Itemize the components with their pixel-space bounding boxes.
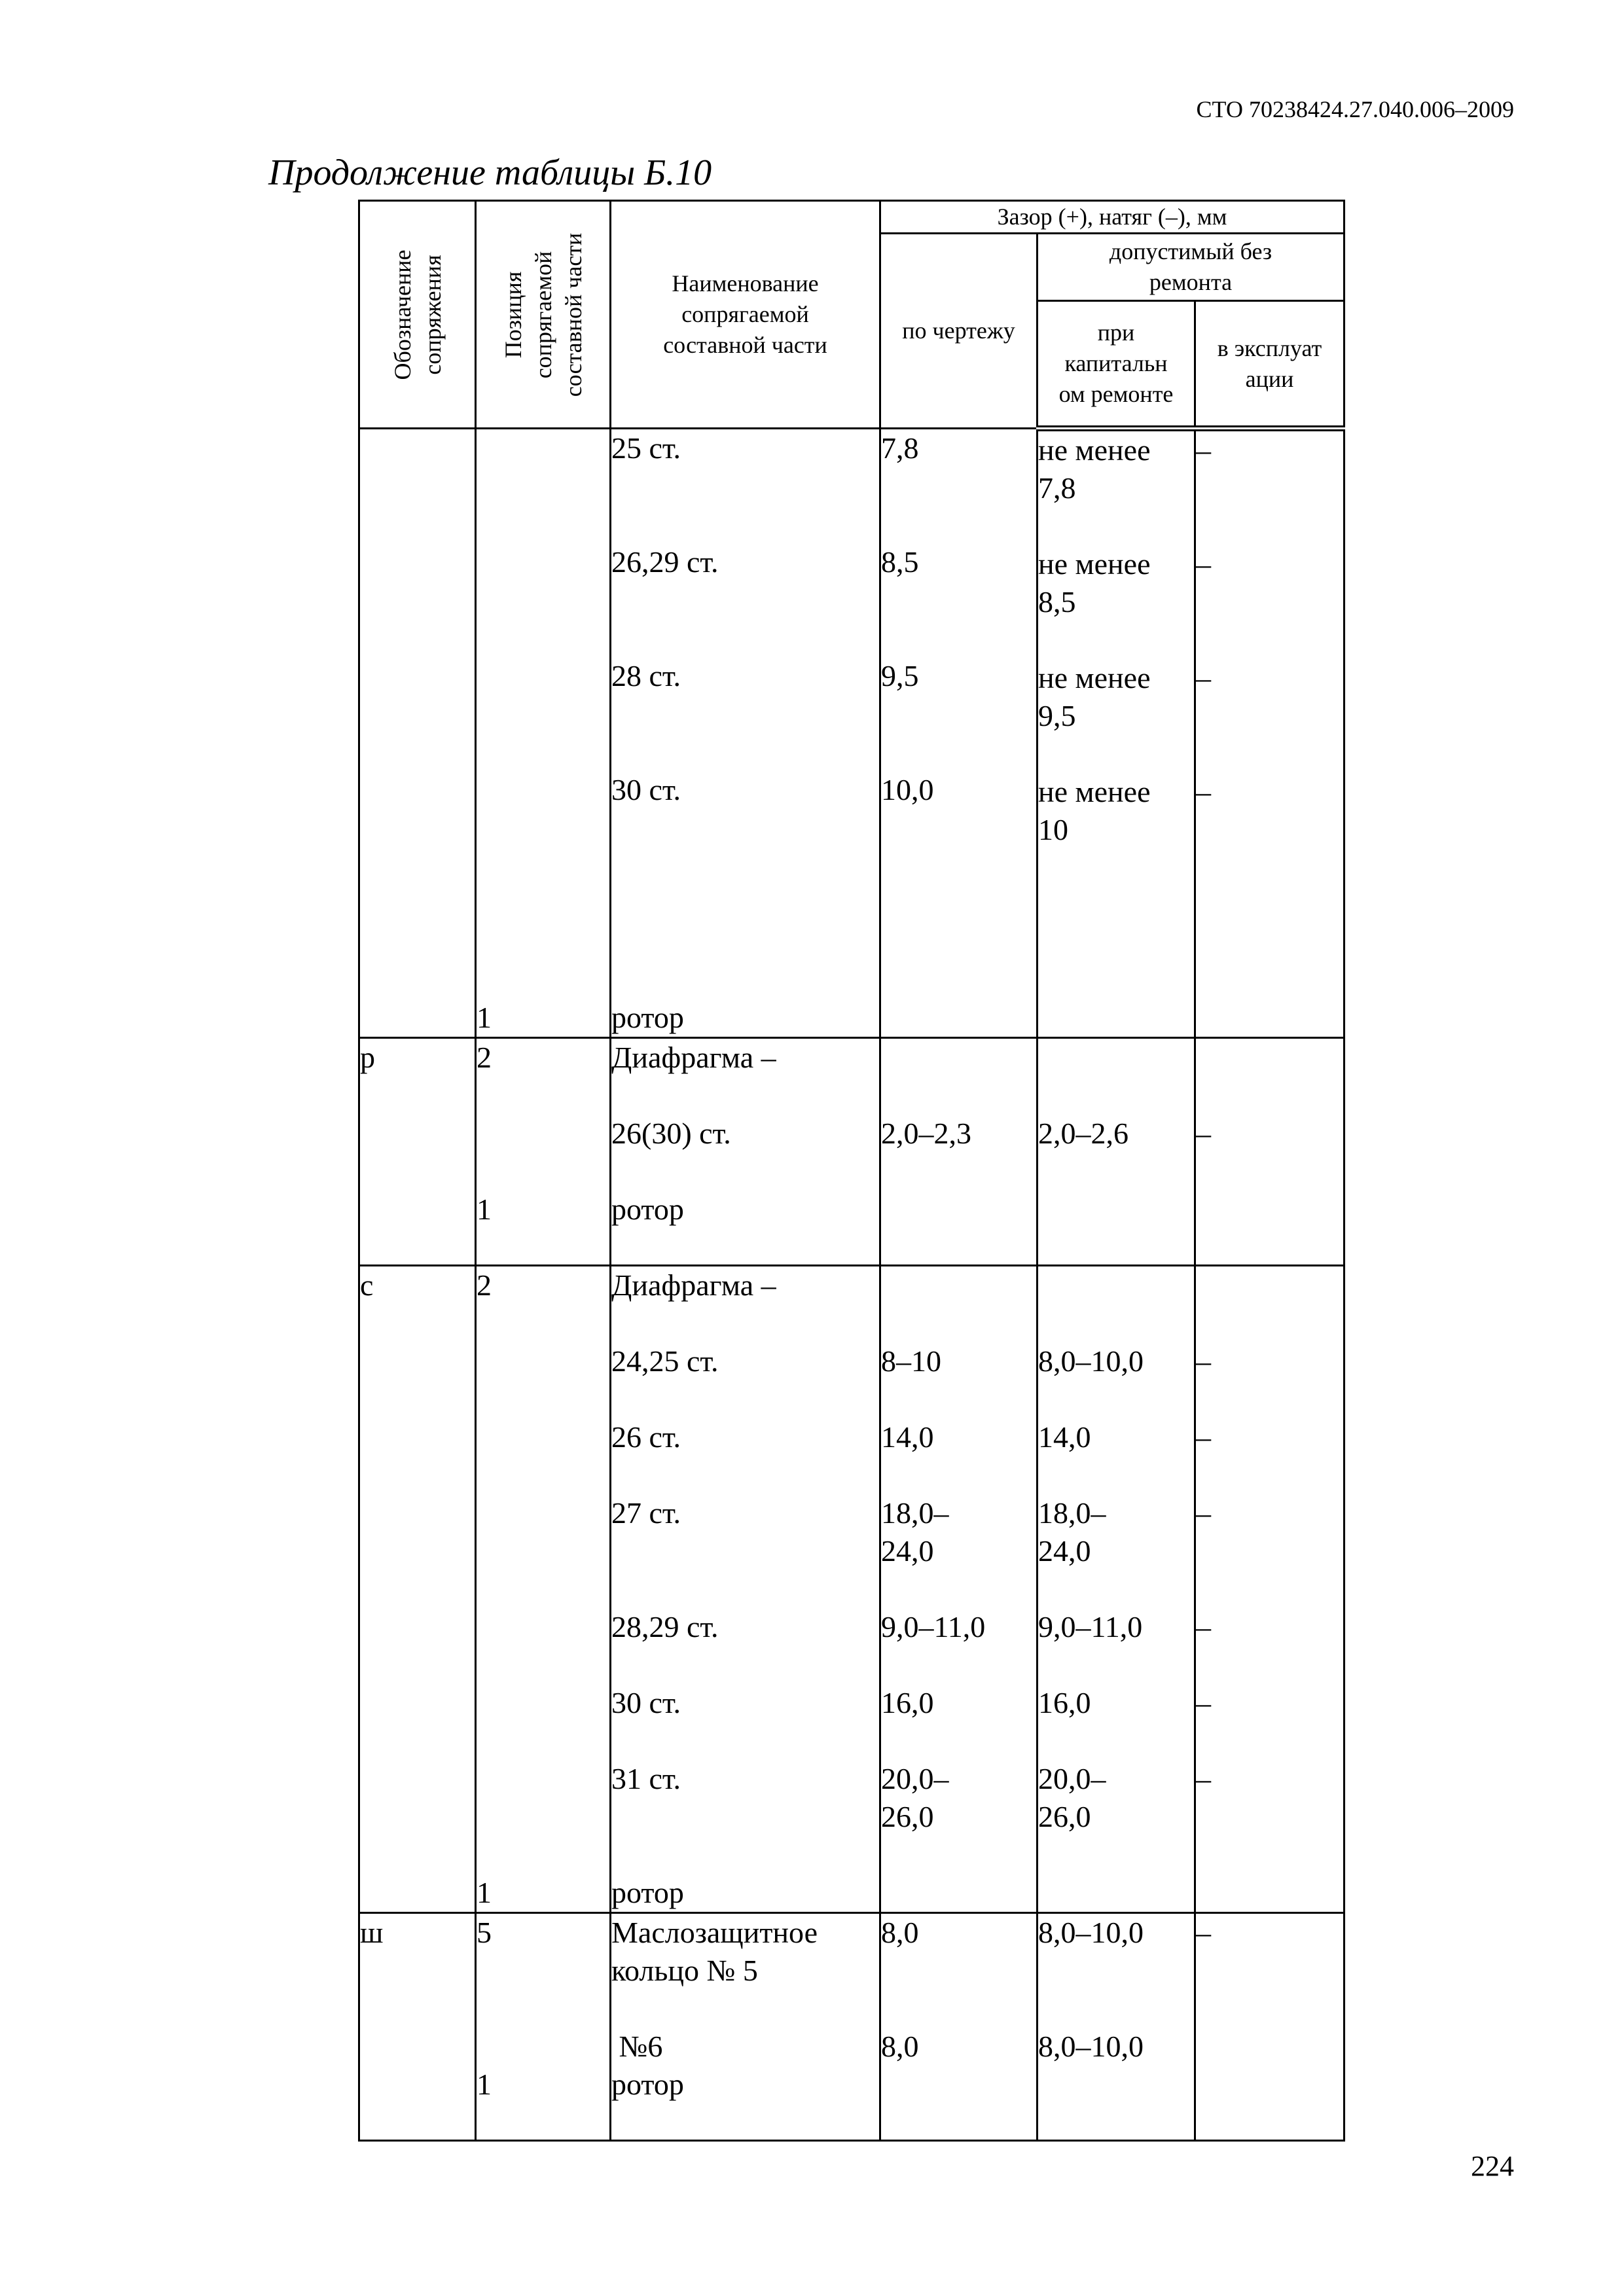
row-3-position bbox=[476, 1266, 611, 1913]
cell-line bbox=[477, 505, 609, 543]
cell-line bbox=[611, 1798, 879, 1836]
cell-line bbox=[477, 1342, 609, 1380]
row-1-drawing bbox=[880, 429, 1038, 1038]
cell-line: ш bbox=[360, 1916, 384, 1949]
cell-line bbox=[611, 695, 879, 733]
cell-line bbox=[1196, 1266, 1343, 1304]
cell-line: 7,8 bbox=[1038, 471, 1076, 505]
header-position-text: Позиция сопрягаемой составной части bbox=[499, 232, 586, 397]
cell-line: 8,0–10,0 bbox=[1038, 1916, 1144, 1949]
cell-line bbox=[477, 923, 609, 961]
cell-line: 2,0–2,3 bbox=[881, 1117, 971, 1150]
cell-line: 9,0–11,0 bbox=[1038, 1610, 1143, 1643]
header-designation bbox=[359, 201, 476, 429]
row-2-name bbox=[611, 1038, 880, 1266]
cell-line bbox=[881, 1990, 1036, 2028]
cell-line: 28 ст. bbox=[611, 659, 681, 692]
cell-line bbox=[1038, 1077, 1194, 1115]
cell-line: 8,0 bbox=[881, 1916, 919, 1949]
row-3-name bbox=[611, 1266, 880, 1913]
cell-line: 8,5 bbox=[881, 545, 919, 579]
cell-line: – bbox=[1196, 433, 1211, 467]
cell-line bbox=[611, 961, 879, 999]
cell-line bbox=[611, 1570, 879, 1608]
cell-line bbox=[477, 1380, 609, 1418]
row-4-operation bbox=[1195, 1913, 1344, 2141]
cell-line: 24,0 bbox=[881, 1534, 934, 1568]
cell-line: 7,8 bbox=[881, 431, 919, 465]
row-3-drawing bbox=[880, 1266, 1038, 1913]
row-2-operation bbox=[1195, 1038, 1344, 1266]
cell-line bbox=[477, 1570, 609, 1608]
cell-line bbox=[1038, 621, 1194, 659]
header-overhaul: при капитальн ом ремонте bbox=[1038, 301, 1195, 429]
cell-line bbox=[477, 1153, 609, 1191]
cell-line: – bbox=[1196, 1344, 1211, 1378]
row-4-position bbox=[476, 1913, 611, 2141]
page-number: 224 bbox=[1471, 2150, 1514, 2182]
header-position bbox=[476, 201, 611, 429]
cell-line bbox=[881, 1304, 1036, 1342]
cell-line bbox=[1196, 697, 1343, 735]
cell-line: 8,0–10,0 bbox=[1038, 1344, 1144, 1378]
cell-line bbox=[611, 1304, 879, 1342]
cell-line bbox=[477, 2028, 609, 2066]
cell-line: – bbox=[1196, 1420, 1211, 1454]
cell-line: 30 ст. bbox=[611, 773, 681, 806]
cell-line: – bbox=[1196, 1686, 1211, 1719]
cell-line bbox=[881, 581, 1036, 619]
cell-line: 25 ст. bbox=[611, 431, 681, 465]
cell-line: 1 bbox=[477, 1193, 492, 1226]
cell-line: 8,0 bbox=[881, 2030, 919, 2063]
row-3-operation bbox=[1195, 1266, 1344, 1913]
cell-line: ротор bbox=[611, 2068, 684, 2101]
cell-line bbox=[477, 1418, 609, 1456]
row-2-designation bbox=[359, 1038, 476, 1266]
header-name-text: Наименование сопрягаемой составной части bbox=[663, 270, 827, 358]
cell-line bbox=[881, 1456, 1036, 1494]
row-2-drawing bbox=[880, 1038, 1038, 1266]
cell-line: – bbox=[1196, 1916, 1211, 1949]
cell-line: 9,5 bbox=[881, 659, 919, 692]
cell-line bbox=[477, 1684, 609, 1722]
cell-line: 10,0 bbox=[881, 773, 934, 806]
cell-line bbox=[1196, 1380, 1343, 1418]
cell-line bbox=[477, 847, 609, 885]
cell-line: – bbox=[1196, 1610, 1211, 1643]
cell-line: 9,0–11,0 bbox=[881, 1610, 986, 1643]
cell-line bbox=[477, 429, 609, 467]
cell-line: не менее bbox=[1038, 775, 1151, 808]
cell-line: 20,0– bbox=[881, 1762, 949, 1795]
cell-line bbox=[1196, 735, 1343, 773]
cell-line bbox=[611, 1153, 879, 1191]
cell-line bbox=[1196, 1532, 1343, 1570]
cell-line bbox=[611, 1990, 879, 2028]
row-1-overhaul bbox=[1038, 429, 1195, 1038]
cell-line: 30 ст. bbox=[611, 1686, 681, 1719]
cell-line bbox=[477, 961, 609, 999]
cell-line: 20,0– bbox=[1038, 1762, 1106, 1795]
cell-line: 26 ст. bbox=[611, 1420, 681, 1454]
table-row bbox=[359, 1038, 1344, 1266]
row-3-overhaul bbox=[1038, 1266, 1195, 1913]
cell-line bbox=[881, 695, 1036, 733]
cell-line: №6 bbox=[611, 2030, 663, 2063]
cell-line bbox=[881, 1077, 1036, 1115]
cell-line bbox=[611, 1836, 879, 1874]
cell-line: ротор bbox=[611, 1193, 684, 1226]
cell-line bbox=[881, 1722, 1036, 1760]
cell-line: 26,0 bbox=[1038, 1800, 1091, 1833]
cell-line: 26(30) ст. bbox=[611, 1117, 731, 1150]
document-id: СТО 70238424.27.040.006–2009 bbox=[1196, 96, 1514, 122]
cell-line: 16,0 bbox=[1038, 1686, 1091, 1719]
cell-line bbox=[477, 1952, 609, 1990]
header-drawing: по чертежу bbox=[880, 234, 1038, 429]
cell-line bbox=[477, 1646, 609, 1684]
cell-line bbox=[477, 885, 609, 923]
cell-line: 24,0 bbox=[1038, 1534, 1091, 1568]
row-4-drawing bbox=[880, 1913, 1038, 2141]
cell-line: Диафрагма – bbox=[611, 1041, 776, 1074]
cell-line bbox=[477, 771, 609, 809]
cell-line: 14,0 bbox=[881, 1420, 934, 1454]
row-4-name bbox=[611, 1913, 880, 2141]
cell-line bbox=[1038, 1722, 1194, 1760]
cell-line bbox=[1196, 1304, 1343, 1342]
cell-line: 2 bbox=[477, 1041, 492, 1074]
row-4-designation bbox=[359, 1913, 476, 2141]
table-row bbox=[359, 429, 1344, 1038]
row-1-operation bbox=[1195, 429, 1344, 1038]
cell-line: 1 bbox=[477, 1001, 492, 1034]
cell-line bbox=[881, 1646, 1036, 1684]
cell-line bbox=[1038, 735, 1194, 773]
cell-line bbox=[611, 581, 879, 619]
cell-line: 2,0–2,6 bbox=[1038, 1117, 1128, 1150]
row-1-name bbox=[611, 429, 880, 1038]
cell-line bbox=[881, 505, 1036, 543]
cell-line bbox=[611, 923, 879, 961]
cell-line bbox=[881, 1380, 1036, 1418]
cell-line bbox=[477, 1798, 609, 1836]
cell-line bbox=[611, 885, 879, 923]
row-1-position bbox=[476, 429, 611, 1038]
cell-line: не менее bbox=[1038, 547, 1151, 581]
cell-line: – bbox=[1196, 1762, 1211, 1795]
table-caption: Продолжение таблицы Б.10 bbox=[268, 152, 712, 193]
cell-line bbox=[1196, 1456, 1343, 1494]
cell-line: 18,0– bbox=[881, 1496, 949, 1530]
cell-line bbox=[611, 1077, 879, 1115]
cell-line: с bbox=[360, 1268, 374, 1302]
header-name bbox=[611, 201, 880, 429]
table-row bbox=[359, 1266, 1344, 1913]
cell-line: 26,0 bbox=[881, 1800, 934, 1833]
cell-line bbox=[611, 619, 879, 657]
cell-line: 8–10 bbox=[881, 1344, 941, 1378]
cell-line: ротор bbox=[611, 1876, 684, 1909]
cell-line bbox=[477, 1836, 609, 1874]
cell-line bbox=[1038, 1380, 1194, 1418]
cell-line bbox=[881, 467, 1036, 505]
cell-line bbox=[1038, 1456, 1194, 1494]
cell-line bbox=[477, 1532, 609, 1570]
cell-line: 10 bbox=[1038, 813, 1068, 846]
cell-line bbox=[1196, 1570, 1343, 1608]
cell-line bbox=[1196, 583, 1343, 621]
cell-line: Маслозащитное bbox=[611, 1916, 818, 1949]
cell-line bbox=[1038, 1990, 1194, 2028]
cell-line: 24,25 ст. bbox=[611, 1344, 719, 1378]
cell-line bbox=[1038, 1039, 1194, 1077]
row-1-designation bbox=[359, 429, 476, 1038]
cell-line: 1 bbox=[477, 1876, 492, 1909]
row-2-overhaul bbox=[1038, 1038, 1195, 1266]
header-gap-group: Зазор (+), натяг (–), мм bbox=[880, 201, 1344, 234]
cell-line bbox=[881, 1266, 1036, 1304]
row-2-position bbox=[476, 1038, 611, 1266]
cell-line: – bbox=[1196, 547, 1211, 581]
cell-line bbox=[477, 809, 609, 847]
cell-line bbox=[477, 581, 609, 619]
cell-line bbox=[881, 733, 1036, 771]
cell-line: 27 ст. bbox=[611, 1496, 681, 1530]
cell-line bbox=[611, 1380, 879, 1418]
header-allowed-group: допустимый без ремонта bbox=[1038, 234, 1344, 301]
cell-line bbox=[477, 1304, 609, 1342]
cell-line bbox=[611, 733, 879, 771]
cell-line: ротор bbox=[611, 1001, 684, 1034]
cell-line: не менее bbox=[1038, 433, 1151, 467]
cell-line bbox=[1038, 1304, 1194, 1342]
cell-line bbox=[611, 467, 879, 505]
cell-line bbox=[611, 1722, 879, 1760]
cell-line bbox=[477, 695, 609, 733]
cell-line: не менее bbox=[1038, 661, 1151, 694]
cell-line: Диафрагма – bbox=[611, 1268, 776, 1302]
cell-line: – bbox=[1196, 1117, 1211, 1150]
cell-line bbox=[477, 467, 609, 505]
cell-line bbox=[477, 619, 609, 657]
cell-line: 18,0– bbox=[1038, 1496, 1106, 1530]
cell-line bbox=[611, 847, 879, 885]
cell-line bbox=[1196, 1646, 1343, 1684]
cell-line bbox=[1196, 1722, 1343, 1760]
cell-line bbox=[1196, 507, 1343, 545]
header-operation: в эксплуат ации bbox=[1195, 301, 1344, 429]
cell-line: – bbox=[1196, 775, 1211, 808]
cell-line: 26,29 ст. bbox=[611, 545, 719, 579]
header-designation-text: Обозначение сопряжения bbox=[389, 249, 446, 380]
row-3-designation bbox=[359, 1266, 476, 1913]
table-row bbox=[359, 1913, 1344, 2141]
cell-line: 9,5 bbox=[1038, 699, 1076, 732]
cell-line: р bbox=[360, 1041, 375, 1074]
cell-line bbox=[1196, 1039, 1343, 1077]
cell-line bbox=[477, 543, 609, 581]
cell-line bbox=[1038, 1952, 1194, 1990]
cell-line bbox=[611, 1456, 879, 1494]
cell-line: 2 bbox=[477, 1268, 492, 1302]
cell-line: 28,29 ст. bbox=[611, 1610, 719, 1643]
cell-line: 8,0–10,0 bbox=[1038, 2030, 1144, 2063]
cell-line bbox=[881, 1570, 1036, 1608]
cell-line: кольцо № 5 bbox=[611, 1954, 758, 1987]
cell-line: 31 ст. bbox=[611, 1762, 681, 1795]
cell-line bbox=[611, 1646, 879, 1684]
cell-line bbox=[477, 1760, 609, 1798]
cell-line bbox=[477, 1077, 609, 1115]
cell-line bbox=[477, 1456, 609, 1494]
cell-line bbox=[881, 1952, 1036, 1990]
cell-line: 14,0 bbox=[1038, 1420, 1091, 1454]
cell-line bbox=[1038, 1570, 1194, 1608]
cell-line bbox=[477, 1608, 609, 1646]
cell-line bbox=[611, 505, 879, 543]
cell-line bbox=[1038, 1646, 1194, 1684]
cell-line bbox=[477, 1115, 609, 1153]
cell-line: 8,5 bbox=[1038, 585, 1076, 619]
cell-line: – bbox=[1196, 661, 1211, 694]
row-4-overhaul bbox=[1038, 1913, 1195, 2141]
cell-line bbox=[477, 1494, 609, 1532]
cell-line bbox=[477, 657, 609, 695]
parameters-table bbox=[358, 200, 1345, 2142]
cell-line bbox=[881, 1039, 1036, 1077]
cell-line bbox=[611, 809, 879, 847]
cell-line bbox=[477, 1990, 609, 2028]
cell-line bbox=[477, 733, 609, 771]
cell-line bbox=[1196, 621, 1343, 659]
cell-line: 16,0 bbox=[881, 1686, 934, 1719]
cell-line: 1 bbox=[477, 2068, 492, 2101]
cell-line bbox=[611, 1532, 879, 1570]
cell-line bbox=[1038, 507, 1194, 545]
cell-line bbox=[1196, 469, 1343, 507]
cell-line bbox=[881, 619, 1036, 657]
cell-line bbox=[1196, 1077, 1343, 1115]
cell-line: – bbox=[1196, 1496, 1211, 1530]
cell-line bbox=[1038, 1266, 1194, 1304]
cell-line bbox=[477, 1722, 609, 1760]
cell-line: 5 bbox=[477, 1916, 492, 1949]
